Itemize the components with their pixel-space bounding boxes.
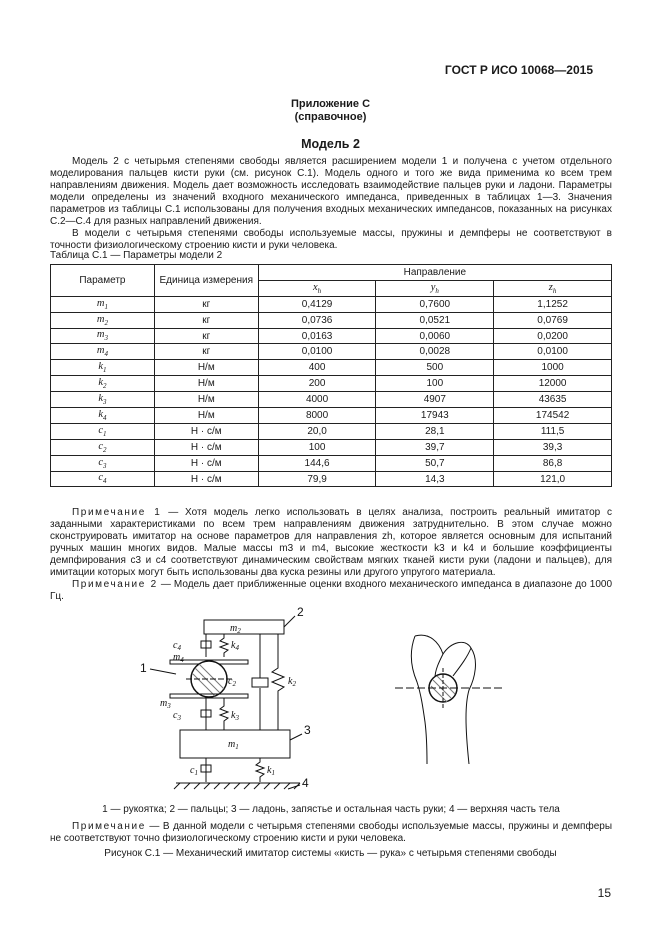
cell-unit: Н/м bbox=[154, 392, 258, 408]
hand-sketch bbox=[395, 628, 505, 768]
spring-k1 bbox=[256, 758, 264, 782]
note-3-text: — В данной модели с четырьмя степенями свободы используемые массы, пружины и демпферы не соответствуют точно физиологическому строению кисти и руки человека. bbox=[50, 821, 613, 844]
cell-unit: кг bbox=[154, 344, 258, 360]
table-row bbox=[51, 376, 612, 392]
cell-y: 100 bbox=[376, 376, 494, 392]
cell-z: 0,0100 bbox=[494, 344, 612, 360]
mass-m2 bbox=[204, 620, 284, 634]
figure-legend: 1 — рукоятка; 2 — пальцы; 3 — ладонь, запястье и остальная часть руки; 4 — верхняя часть тела bbox=[102, 804, 560, 815]
cell-z: 43635 bbox=[494, 392, 612, 408]
label-k3: $k_3$ bbox=[231, 710, 239, 722]
cell-unit: Н/м bbox=[154, 376, 258, 392]
callout-3-leader bbox=[290, 734, 302, 740]
cell-z: 1,1252 bbox=[494, 296, 612, 312]
label-c2: $c_2$ bbox=[228, 676, 236, 688]
label-c4: $c_4$ bbox=[173, 640, 181, 652]
cell-y: 0,0521 bbox=[376, 312, 494, 328]
cell-parameter: $c_1$ bbox=[51, 423, 155, 439]
header-direction: Направление bbox=[258, 265, 611, 281]
table-row bbox=[51, 360, 612, 376]
cell-x: 0,0163 bbox=[258, 328, 376, 344]
header-unit: Единица измерения bbox=[154, 265, 258, 297]
cell-unit: Н · с/м bbox=[154, 471, 258, 487]
callout-3: 3 bbox=[304, 723, 311, 737]
cell-x: 144,6 bbox=[258, 455, 376, 471]
cell-z: 0,0200 bbox=[494, 328, 612, 344]
cell-parameter: $c_4$ bbox=[51, 471, 155, 487]
cell-z: 39,3 bbox=[494, 439, 612, 455]
note-1-label: Примечание 1 bbox=[72, 507, 162, 518]
note-2 bbox=[50, 579, 612, 603]
label-m3: $m_3$ bbox=[160, 698, 171, 710]
cell-y: 14,3 bbox=[376, 471, 494, 487]
cell-parameter: $m_4$ bbox=[51, 344, 155, 360]
table-row bbox=[51, 392, 612, 408]
table-row bbox=[51, 408, 612, 424]
table-row bbox=[51, 423, 612, 439]
cell-x: 8000 bbox=[258, 408, 376, 424]
note-1 bbox=[50, 507, 612, 579]
cell-x: 0,4129 bbox=[258, 296, 376, 312]
cell-y: 50,7 bbox=[376, 455, 494, 471]
table-row bbox=[51, 455, 612, 471]
label-k2: $k_2$ bbox=[288, 676, 296, 688]
cell-z: 0,0769 bbox=[494, 312, 612, 328]
table-row bbox=[51, 296, 612, 312]
cell-parameter: $k_4$ bbox=[51, 408, 155, 424]
table-body bbox=[51, 296, 612, 487]
cell-y: 39,7 bbox=[376, 439, 494, 455]
header-parameter: Параметр bbox=[51, 265, 155, 297]
mechanical-model-diagram bbox=[140, 602, 320, 802]
label-m1: $m_1$ bbox=[228, 739, 239, 751]
label-k1: $k_1$ bbox=[267, 765, 275, 777]
table-caption: Таблица С.1 — Параметры модели 2 bbox=[50, 250, 223, 261]
cell-x: 400 bbox=[258, 360, 376, 376]
cell-z: 111,5 bbox=[494, 423, 612, 439]
cell-parameter: $k_1$ bbox=[51, 360, 155, 376]
cell-z: 1000 bbox=[494, 360, 612, 376]
callout-1-leader bbox=[150, 669, 176, 674]
cell-unit: Н · с/м bbox=[154, 439, 258, 455]
callout-1: 1 bbox=[140, 661, 147, 675]
spring-k3 bbox=[220, 698, 228, 730]
label-k4: $k_4$ bbox=[231, 640, 239, 652]
cell-unit: Н/м bbox=[154, 408, 258, 424]
cell-unit: кг bbox=[154, 312, 258, 328]
cell-parameter: $c_2$ bbox=[51, 439, 155, 455]
cell-y: 17943 bbox=[376, 408, 494, 424]
callout-2-leader bbox=[284, 616, 295, 627]
page-number: 15 bbox=[597, 886, 611, 900]
table-row bbox=[51, 328, 612, 344]
cell-x: 4000 bbox=[258, 392, 376, 408]
damper-c2 bbox=[252, 678, 268, 687]
callout-2: 2 bbox=[297, 605, 304, 619]
cell-x: 0,0736 bbox=[258, 312, 376, 328]
spring-k4 bbox=[220, 634, 228, 657]
cell-parameter: $m_3$ bbox=[51, 328, 155, 344]
paragraph-2: В модели с четырьмя степенями свободы используемые массы, пружины и демпферы не соответствуют в точности физиологическому строению кисти и руки человека. bbox=[50, 228, 612, 251]
cell-z: 121,0 bbox=[494, 471, 612, 487]
cell-y: 28,1 bbox=[376, 423, 494, 439]
table-row bbox=[51, 344, 612, 360]
cell-parameter: $c_3$ bbox=[51, 455, 155, 471]
note-2-label: Примечание 2 bbox=[72, 579, 158, 590]
cell-unit: Н · с/м bbox=[154, 423, 258, 439]
table-row bbox=[51, 312, 612, 328]
cell-z: 86,8 bbox=[494, 455, 612, 471]
cell-parameter: $k_2$ bbox=[51, 376, 155, 392]
cell-z: 12000 bbox=[494, 376, 612, 392]
ground-hatch bbox=[174, 783, 300, 789]
cell-x: 79,9 bbox=[258, 471, 376, 487]
cell-parameter: $m_1$ bbox=[51, 296, 155, 312]
figure-caption: Рисунок С.1 — Механический имитатор системы «кисть — рука» с четырьмя степенями свободы bbox=[104, 848, 557, 859]
cell-y: 4907 bbox=[376, 392, 494, 408]
callout-4: 4 bbox=[302, 776, 309, 790]
label-m4: $m_4$ bbox=[173, 652, 184, 664]
cell-unit: Н · с/м bbox=[154, 455, 258, 471]
section-title: Модель 2 bbox=[301, 137, 360, 151]
label-c1: $c_1$ bbox=[190, 765, 198, 777]
note-2-text: — Модель дает приближенные оценки входного механического импеданса в диапазоне до 1000 Гц. bbox=[50, 579, 613, 602]
header-y: $y_h$ bbox=[376, 280, 494, 296]
note-3-label: Примечание bbox=[72, 821, 146, 832]
paragraph-1: Модель 2 с четырьмя степенями свободы является расширением модели 1 и получена с учетом отдельного моделирования пальцев кисти руки (см. рисунок С.1). Модель одного и того же вида применима ко всем трем направлениям движения. Модель дает возможность исследовать взаимодействие пальцев руки и ладони. Параметры модели определены из значений входного механического импеданса, приведенных в таблицах 1—3. Значения параметров из таблицы С.1 использованы для получения входных механических импедансов, показанных на рисунках С.2—С.4 для разных направлений движения. bbox=[50, 156, 612, 227]
standard-code: ГОСТ Р ИСО 10068—2015 bbox=[444, 63, 593, 77]
cell-unit: Н/м bbox=[154, 360, 258, 376]
header-x: $x_h$ bbox=[258, 280, 376, 296]
cell-y: 500 bbox=[376, 360, 494, 376]
note-1-text: — Хотя модель легко использовать в целях анализа, построить реальный имитатор с заданными характеристиками по всем трем направлениям движения затруднительно. В этом случае можно сконструировать имитатор на основе параметров для направления zh, которое является основным для испытаний ручных машин многих видов. Малые массы m3 и m4, высокие жесткости k3 и k4 и большие коэффициенты демпфирования c3 и c4 соответствуют динамическим свойствам мягких тканей кисти руки (ладони и пальцев), для имитации которых могут быть использованы два куска резины или другого упругого материала. bbox=[50, 507, 613, 578]
cell-unit: кг bbox=[154, 328, 258, 344]
appendix-subtitle: (справочное) bbox=[294, 111, 367, 123]
cell-y: 0,0028 bbox=[376, 344, 494, 360]
cell-z: 174542 bbox=[494, 408, 612, 424]
label-c3: $c_3$ bbox=[173, 710, 181, 722]
cell-parameter: $m_2$ bbox=[51, 312, 155, 328]
cell-parameter: $k_3$ bbox=[51, 392, 155, 408]
spring-k2 bbox=[272, 634, 284, 730]
note-3 bbox=[50, 821, 612, 845]
cell-x: 20,0 bbox=[258, 423, 376, 439]
cell-y: 0,0060 bbox=[376, 328, 494, 344]
table-row bbox=[51, 471, 612, 487]
cell-y: 0,7600 bbox=[376, 296, 494, 312]
cell-x: 100 bbox=[258, 439, 376, 455]
label-m2: $m_2$ bbox=[230, 623, 241, 635]
appendix-title: Приложение С bbox=[290, 98, 371, 110]
parameters-table bbox=[50, 264, 612, 487]
table-row bbox=[51, 439, 612, 455]
cell-x: 200 bbox=[258, 376, 376, 392]
cell-x: 0,0100 bbox=[258, 344, 376, 360]
header-z: $z_h$ bbox=[494, 280, 612, 296]
cell-unit: кг bbox=[154, 296, 258, 312]
